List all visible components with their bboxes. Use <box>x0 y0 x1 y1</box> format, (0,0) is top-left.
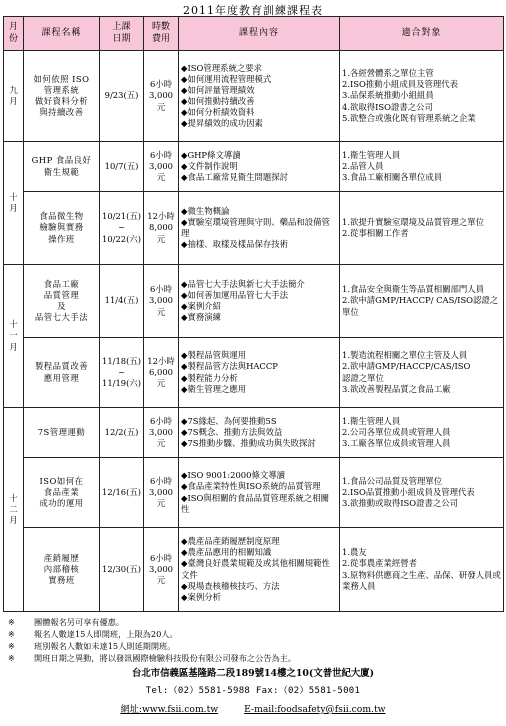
course-name: ISO如何在 食品產業 成功的運用 <box>24 458 100 528</box>
header-fee: 時數 費用 <box>144 17 179 51</box>
course-content: ◆ISO 9001:2000條文導讀 ◆食品產業特性與ISO系統的品質管理 ◆ISO與相關的食品品質管理系統之相關性 <box>179 458 340 528</box>
course-content: ◆7S緣起、為何要推動5S ◆7S概念、推動方法與效益 ◆7S推動步驟、推動成功與失敗探討 <box>179 408 340 458</box>
course-date: 10/7(五) <box>100 142 144 192</box>
table-header-row <box>4 17 504 51</box>
course-name: 食品工廠 品質管理 及 品管七大手法 <box>24 265 100 338</box>
course-target: 1.衛生管理人員 2.公司各單位成員或管理人員 3.工廠各單位成員或管理人員 <box>340 408 504 458</box>
course-target: 1.欲提升實驗室環境及品質管理之單位 2.從事相關工作者 <box>340 192 504 265</box>
note-mark: ※ <box>8 641 15 651</box>
note-item <box>8 640 503 652</box>
course-target: 1.各經營體系之單位主管 2.ISO推動小組成員及管理代表 3.品保系統推動小組組員 4.欲取得ISO證書之公司 5.欲整合或強化既有管理系統之企業 <box>340 51 504 142</box>
course-content: ◆GHP條文導讀 ◆文件制作說明 ◆食品工廠常見衛生問題探討 <box>179 142 340 192</box>
website-link[interactable]: 網址:www.fsii.com.tw <box>120 704 219 715</box>
month-december: 十 二 月 <box>4 408 24 612</box>
note-text: 團體報名另可享有優惠。 <box>34 617 125 627</box>
course-date: 11/4(五) <box>100 265 144 338</box>
course-schedule-table <box>3 16 504 612</box>
course-date: 12/16(五) <box>100 458 144 528</box>
note-text: 開班日期之異動，將以發訊國際檢驗科技股份有限公司發布之公告為主。 <box>34 653 297 663</box>
course-target: 1.農友 2.從事農產業經營者 3.原物料供應商之生產、品保、研發人員或業務人員 <box>340 528 504 612</box>
note-item <box>8 628 503 640</box>
course-content: ◆農產品產銷履歷制度原理 ◆農產品應用的相關知識 ◆臺灣良好農業規範及或其他相關規範性文件 ◆現場查核稽核技巧、方法 ◆案例分析 <box>179 528 340 612</box>
note-text: 班別報名人數如未達15人則延期開班。 <box>34 641 176 651</box>
month-october: 十 月 <box>4 142 24 265</box>
header-month: 月 份 <box>4 17 24 51</box>
table-row <box>4 338 504 408</box>
course-date: 12/2(五) <box>100 408 144 458</box>
course-date: 10/21(五) ~ 10/22(六) <box>100 192 144 265</box>
note-mark: ※ <box>8 617 15 627</box>
course-fee: 6小時 3,000元 <box>144 408 179 458</box>
course-content: ◆微生物概論 ◆實驗室環境管理與守則、藥品和設備管理 ◆抽樣、取樣及樣品保存技術 <box>179 192 340 265</box>
table-row <box>4 528 504 612</box>
table-row <box>4 408 504 458</box>
footer-phone-fax: Tel:（02）5581-5988 Fax:（02）5581-5001 <box>145 686 361 696</box>
course-name: 食品微生物 檢驗與實務 操作班 <box>24 192 100 265</box>
notes-section <box>8 616 503 664</box>
table-row <box>4 192 504 265</box>
course-fee: 12小時 6,000元 <box>144 338 179 408</box>
course-name: 如何依照 ISO 管理系統 做好資料分析 與持續改善 <box>24 51 100 142</box>
note-text: 報名人數達15人即開班，上限為20人。 <box>34 629 178 639</box>
course-target: 1.製造流程相關之單位主管及人員 2.欲申請GMP/HACCP/CAS/ISO 認證之單位 3.欲改善製程品質之食品工廠 <box>340 338 504 408</box>
note-item <box>8 616 503 628</box>
course-target: 1.衛生管理人員 2.品管人員 3.食品工廠相關各單位成員 <box>340 142 504 192</box>
course-name: 製程品質改善 應用管理 <box>24 338 100 408</box>
footer-address: 台北市信義區基隆路二段189號14樓之10(文普世紀大廈) <box>131 668 375 679</box>
course-date: 12/30(五) <box>100 528 144 612</box>
footer-contact <box>0 701 506 715</box>
note-item <box>8 652 503 664</box>
course-content: ◆製程品管與運用 ◆製程品管方法與HACCP ◆製程能力分析 ◆衛生管理之應用 <box>179 338 340 408</box>
table-row <box>4 51 504 142</box>
course-fee: 12小時 8,000元 <box>144 192 179 265</box>
month-november: 十 一 月 <box>4 265 24 408</box>
note-mark: ※ <box>8 629 15 639</box>
header-content: 課程內容 <box>179 17 340 51</box>
course-content: ◆品管七大手法與新七大手法簡介 ◆如何善加運用品管七大手法 ◆案例介紹 ◆實務演練 <box>179 265 340 338</box>
course-fee: 6小時 3,000元 <box>144 142 179 192</box>
header-course-name: 課程名稱 <box>24 17 100 51</box>
table-row <box>4 265 504 338</box>
header-target: 適合對象 <box>340 17 504 51</box>
page-title: 2011年度教育訓練課程表 <box>183 4 323 17</box>
month-september: 九 月 <box>4 51 24 142</box>
email-link[interactable]: E-mail:foodsafety@fsii.com.tw <box>244 704 386 715</box>
table-row <box>4 142 504 192</box>
course-fee: 6小時 3,000元 <box>144 265 179 338</box>
course-content: ◆ISO管理系統之要求 ◆如何運用流程管理模式 ◆如何評量管理績效 ◆如何推動持續改善 ◆如何分析績效資料 ◆提昇績效的成功因素 <box>179 51 340 142</box>
table-row <box>4 458 504 528</box>
course-name: 7S管理運動 <box>24 408 100 458</box>
course-target: 1.食品公司品質及管理單位 2.ISO品質推動小組成員及管理代表 3.欲推動或取得ISO證書之公司 <box>340 458 504 528</box>
course-target: 1.食品安全與衛生等品質相關部門人員 2.欲申請GMP/HACCP/ CAS/ISO認證之單位 <box>340 265 504 338</box>
course-name: 產銷履歷 內部稽核 實務班 <box>24 528 100 612</box>
course-date: 9/23(五) <box>100 51 144 142</box>
course-fee: 6小時 3,000元 <box>144 458 179 528</box>
course-name: GHP 食品良好 衛生規範 <box>24 142 100 192</box>
header-date: 上課 日期 <box>100 17 144 51</box>
note-mark: ※ <box>8 653 15 663</box>
course-date: 11/18(五) ~ 11/19(六) <box>100 338 144 408</box>
course-fee: 6小時 3,000元 <box>144 51 179 142</box>
course-fee: 6小時 3,000元 <box>144 528 179 612</box>
